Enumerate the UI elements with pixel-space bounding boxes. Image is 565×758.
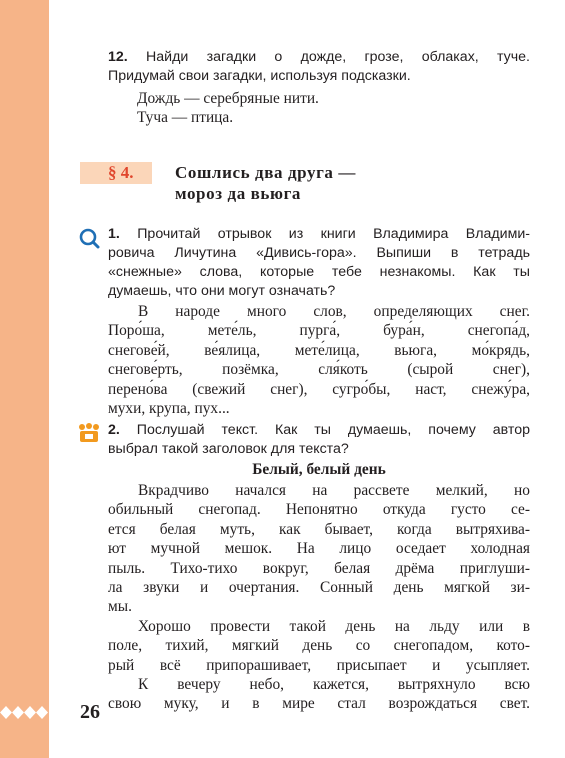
text-line: К вечеру небо, кажется, вытряхнуло всю (138, 676, 530, 694)
task-1-line: ровича Личутина «Дивись-гора». Выпиши в тетрадь (108, 245, 530, 261)
task-12 (108, 48, 530, 86)
paragraph-number: § 4. (108, 163, 134, 182)
task-1-line: «снежные» слова, которые тебе незнакомы. Как ты (108, 264, 530, 280)
diamond-ornament-icon (0, 704, 49, 721)
reading-text (108, 481, 530, 714)
excerpt-line: Поро́ша, мете́ль, пурга́, бура́н, снегопа́д, (108, 322, 530, 340)
text-line: рый всё припорашивает, присыпает и усыпляет. (108, 656, 530, 674)
listening-icon (78, 423, 100, 443)
text-line: ется белая муть, как бывает, когда вытряхива- (108, 520, 530, 538)
magnifier-icon (78, 227, 100, 249)
text-line: обильный снегопад. Непонятно откуда густо се- (108, 501, 530, 519)
task-1-line: 1. Прочитай отрывок из книги Владимира Владими- (108, 226, 530, 242)
text-line: пыль. Тихо-тихо вокруг, белая дрёма приглуши- (108, 559, 530, 577)
task-number: 12. (108, 49, 128, 65)
excerpt (108, 302, 530, 418)
text-title: Белый, белый день (252, 461, 386, 478)
page-margin-strip (0, 0, 49, 758)
hint-line: Дождь — серебряные нити. (137, 90, 319, 107)
excerpt-line: В народе много слов, определяющих снег. (138, 303, 530, 320)
excerpt-line: снегове́й, ве́ялица, мете́лица, вьюга, мо́крядь, (108, 341, 530, 359)
text-line: Хорошо провести такой день на льду или в (138, 617, 530, 635)
task-2-line: выбрал такой заголовок для текста? (108, 441, 349, 457)
task-12-line: 12. Найди загадки о дожде, грозе, облаках, туче. (108, 49, 530, 65)
section-title (175, 162, 475, 204)
text-line: ла звуки и очертания. Сонный день мягкой зи- (108, 579, 530, 597)
task-2-line: 2. Послушай текст. Как ты думаешь, почему автор (108, 422, 530, 438)
task-2 (108, 421, 530, 459)
text-line: Вкрадчиво начался на рассвете мелкий, но (138, 482, 530, 499)
text-line: свою муку, и в мире стал возрождаться свет. (108, 695, 530, 713)
excerpt-line: перено́ва (свежий снег), сугро́бы, наст, снежу́ра, (108, 380, 530, 398)
section-title-line: Сошлись два друга — (175, 163, 356, 182)
task-12-hints (137, 89, 319, 128)
text-line: мы. (108, 598, 132, 616)
task-number: 1. (108, 226, 120, 242)
hint-line: Туча — птица. (137, 109, 234, 127)
excerpt-line: снегове́рть, позёмка, сля́коть (сырой снег), (108, 361, 530, 379)
task-12-line: Придумай свои загадки, используя подсказки. (108, 68, 411, 84)
task-1 (108, 225, 530, 301)
text-line: поле, тихий, мягкий день со снегопадом, кото- (108, 637, 530, 655)
task-number: 2. (108, 422, 120, 438)
page-number: 26 (80, 701, 100, 723)
text-line: ют мучной мешок. На лицо оседает холодная (108, 540, 530, 558)
task-1-line: думаешь, что они могут означать? (108, 283, 336, 299)
excerpt-line: мухи, крупа, пух... (108, 400, 230, 418)
section-title-line: мороз да вьюга (175, 184, 302, 203)
